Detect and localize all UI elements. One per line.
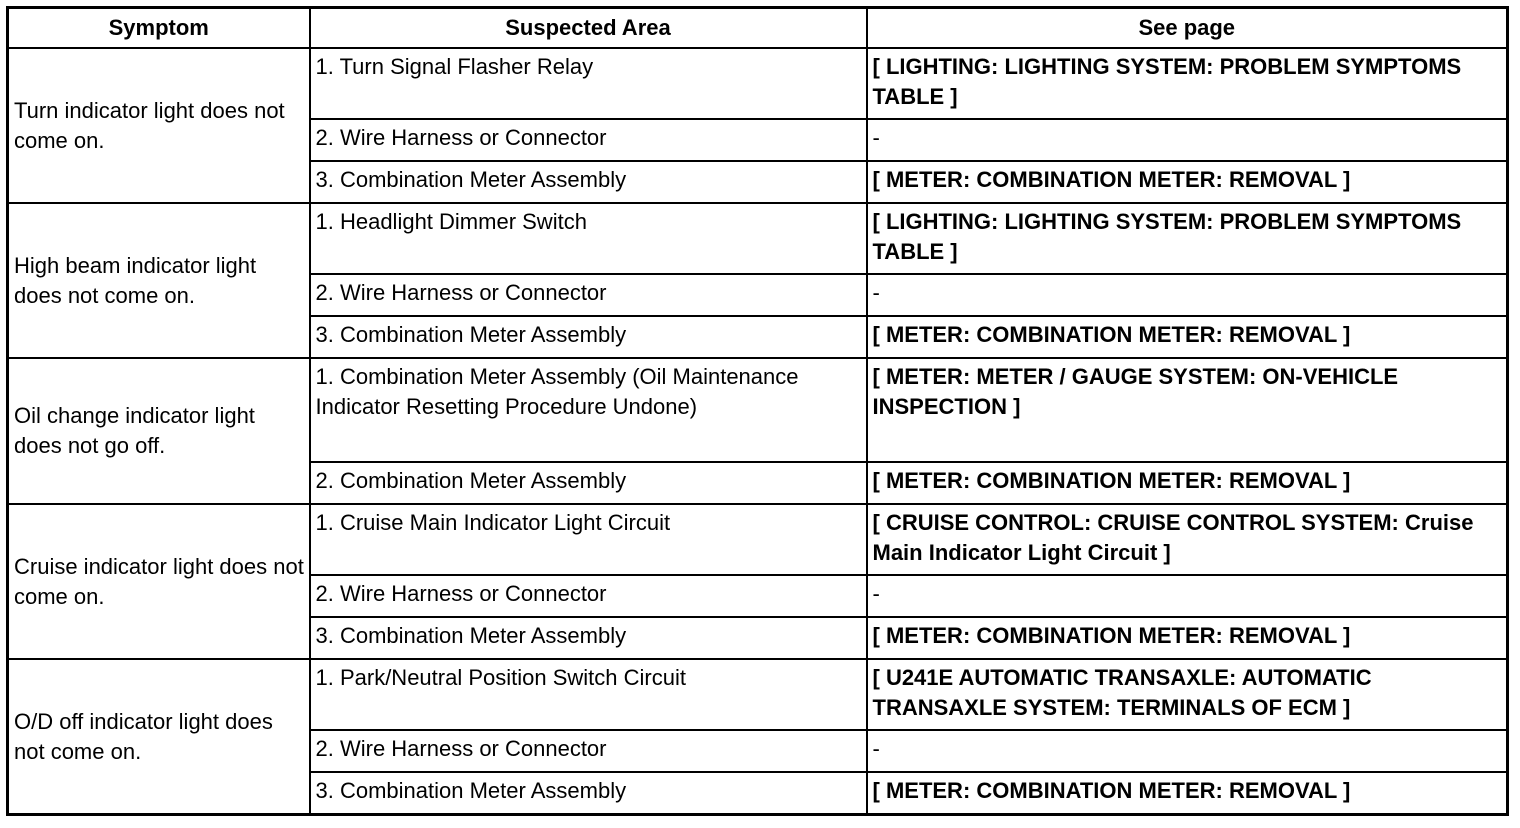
see-page-cell: - xyxy=(867,730,1508,772)
table-row xyxy=(8,203,1508,274)
suspected-area-cell: 2. Wire Harness or Connector xyxy=(310,575,867,617)
table-row xyxy=(8,48,1508,119)
suspected-area-cell: 2. Wire Harness or Connector xyxy=(310,274,867,316)
see-page-link[interactable]: [ METER: COMBINATION METER: REMOVAL ] xyxy=(867,617,1508,659)
see-page-link[interactable]: [ U241E AUTOMATIC TRANSAXLE: AUTOMATIC TRANSAXLE SYSTEM: TERMINALS OF ECM ] xyxy=(867,659,1508,730)
symptom-cell: Cruise indicator light does not come on. xyxy=(8,504,310,659)
suspected-area-cell: 1. Turn Signal Flasher Relay xyxy=(310,48,867,119)
suspected-area-cell: 3. Combination Meter Assembly xyxy=(310,316,867,358)
suspected-area-cell: 2. Wire Harness or Connector xyxy=(310,730,867,772)
header-symptom: Symptom xyxy=(8,8,310,49)
suspected-area-cell: 1. Headlight Dimmer Switch xyxy=(310,203,867,274)
see-page-link[interactable]: [ METER: COMBINATION METER: REMOVAL ] xyxy=(867,772,1508,815)
table-row xyxy=(8,504,1508,575)
problem-symptoms-table xyxy=(6,6,1509,816)
header-row xyxy=(8,8,1508,49)
suspected-area-cell: 1. Cruise Main Indicator Light Circuit xyxy=(310,504,867,575)
symptom-cell: Turn indicator light does not come on. xyxy=(8,48,310,203)
symptom-cell: High beam indicator light does not come on. xyxy=(8,203,310,358)
suspected-area-cell: 3. Combination Meter Assembly xyxy=(310,617,867,659)
see-page-cell: - xyxy=(867,575,1508,617)
header-see-page: See page xyxy=(867,8,1508,49)
see-page-link[interactable]: [ LIGHTING: LIGHTING SYSTEM: PROBLEM SYMPTOMS TABLE ] xyxy=(867,203,1508,274)
see-page-link[interactable]: [ METER: METER / GAUGE SYSTEM: ON-VEHICLE INSPECTION ] xyxy=(867,358,1508,462)
table-row xyxy=(8,358,1508,462)
symptom-cell: Oil change indicator light does not go off. xyxy=(8,358,310,504)
suspected-area-cell: 1. Combination Meter Assembly (Oil Maintenance Indicator Resetting Procedure Undone) xyxy=(310,358,867,462)
suspected-area-cell: 3. Combination Meter Assembly xyxy=(310,772,867,815)
see-page-link[interactable]: [ METER: COMBINATION METER: REMOVAL ] xyxy=(867,161,1508,203)
see-page-link[interactable]: [ METER: COMBINATION METER: REMOVAL ] xyxy=(867,316,1508,358)
see-page-link[interactable]: [ LIGHTING: LIGHTING SYSTEM: PROBLEM SYMPTOMS TABLE ] xyxy=(867,48,1508,119)
suspected-area-cell: 3. Combination Meter Assembly xyxy=(310,161,867,203)
suspected-area-cell: 2. Combination Meter Assembly xyxy=(310,462,867,504)
see-page-cell: - xyxy=(867,274,1508,316)
suspected-area-cell: 1. Park/Neutral Position Switch Circuit xyxy=(310,659,867,730)
header-suspected-area: Suspected Area xyxy=(310,8,867,49)
see-page-link[interactable]: [ CRUISE CONTROL: CRUISE CONTROL SYSTEM: Cruise Main Indicator Light Circuit ] xyxy=(867,504,1508,575)
suspected-area-cell: 2. Wire Harness or Connector xyxy=(310,119,867,161)
symptom-cell: O/D off indicator light does not come on. xyxy=(8,659,310,815)
table-row xyxy=(8,659,1508,730)
see-page-cell: - xyxy=(867,119,1508,161)
see-page-link[interactable]: [ METER: COMBINATION METER: REMOVAL ] xyxy=(867,462,1508,504)
